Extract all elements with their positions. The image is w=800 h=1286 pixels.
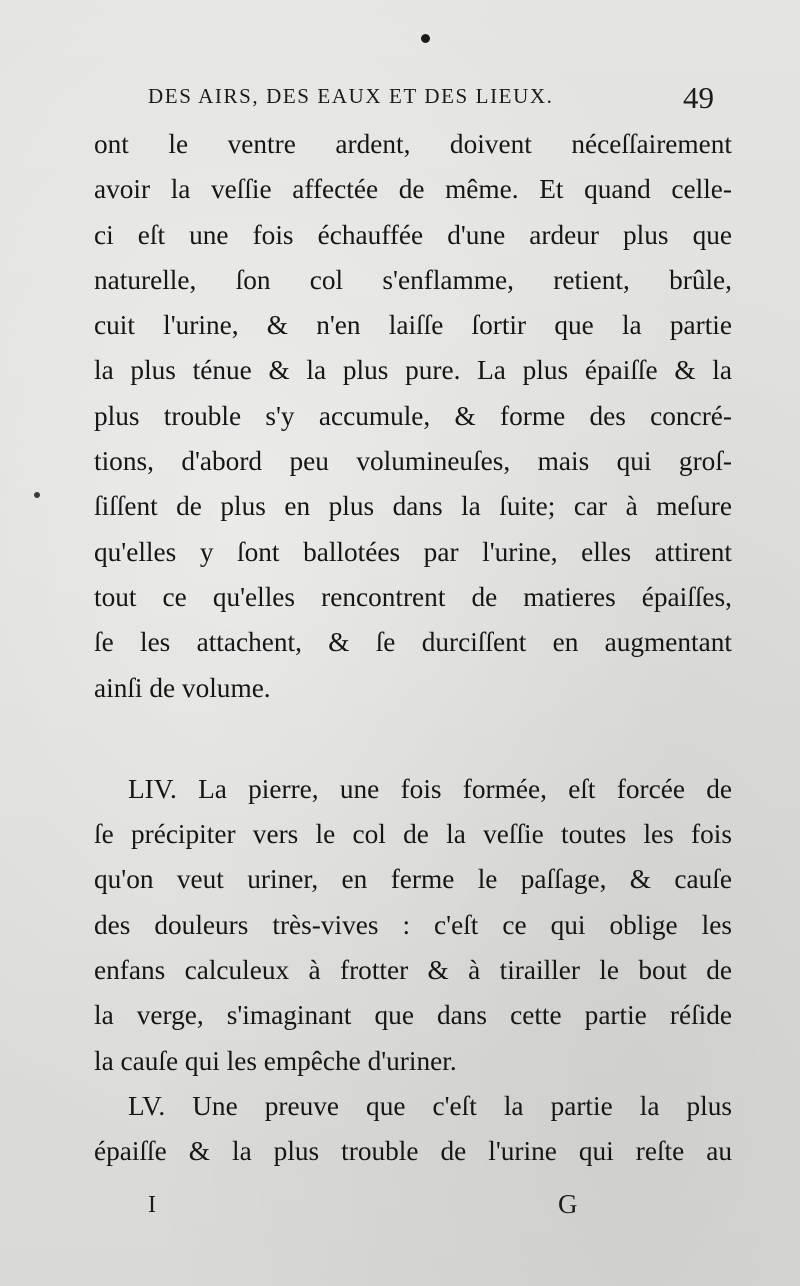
signature-mark: G	[558, 1189, 578, 1219]
ink-speck	[421, 34, 430, 43]
text-line: avoir la veſſie affectée de même. Et quand celle-	[94, 174, 732, 205]
ink-speck	[34, 492, 40, 498]
text-line: naturelle, ſon col s'enflamme, retient, brûle,	[94, 264, 732, 295]
text-line: qu'on veut uriner, en ferme le paſſage, & cauſe	[94, 864, 732, 895]
text-line: enfans calculeux à frotter & à tirailler le bout de	[94, 955, 732, 986]
text-line: la plus ténue & la plus pure. La plus épaiſſe & la	[94, 355, 732, 386]
text-line: épaiſſe & la plus trouble de l'urine qui reſte au	[94, 1136, 732, 1167]
text-line: ſe les attachent, & ſe durciſſent en augmentant	[94, 627, 732, 658]
body-text	[94, 122, 732, 1175]
paragraph-heading-line: LIV. La pierre, une fois formée, eſt forcée de	[128, 773, 732, 804]
text-line: la cauſe qui les empêche d'uriner.	[94, 1045, 457, 1076]
text-line: tout ce qu'elles rencontrent de matieres épaiſſes,	[94, 581, 732, 612]
signature-mark: I	[148, 1192, 156, 1218]
running-header-title: DES AIRS, DES EAUX ET DES LIEUX.	[148, 84, 554, 108]
text-line: cuit l'urine, & n'en laiſſe ſortir que la partie	[94, 310, 732, 341]
text-line: des douleurs très-vives : c'eſt ce qui oblige les	[94, 909, 732, 940]
text-line: qu'elles y ſont ballotées par l'urine, elles attirent	[94, 536, 732, 567]
paragraph-heading-line: LV. Une preuve que c'eſt la partie la plus	[128, 1090, 732, 1121]
text-line: ſiſſent de plus en plus dans la ſuite; car à meſure	[94, 491, 732, 522]
text-line: ſe précipiter vers le col de la veſſie toutes les fois	[94, 819, 732, 850]
text-line: plus trouble s'y accumule, & forme des concré-	[94, 400, 732, 431]
text-line: tions, d'abord peu volumineuſes, mais qui groſ-	[94, 446, 732, 477]
paragraph-gap	[94, 711, 732, 767]
text-line: ainſi de volume.	[94, 672, 271, 703]
text-line: ont le ventre ardent, doivent néceſſairement	[94, 129, 732, 159]
text-line: la verge, s'imaginant que dans cette partie réſide	[94, 1000, 732, 1031]
text-line: ci eſt une fois échauffée d'une ardeur plus que	[94, 219, 732, 250]
page-number: 49	[683, 80, 714, 115]
